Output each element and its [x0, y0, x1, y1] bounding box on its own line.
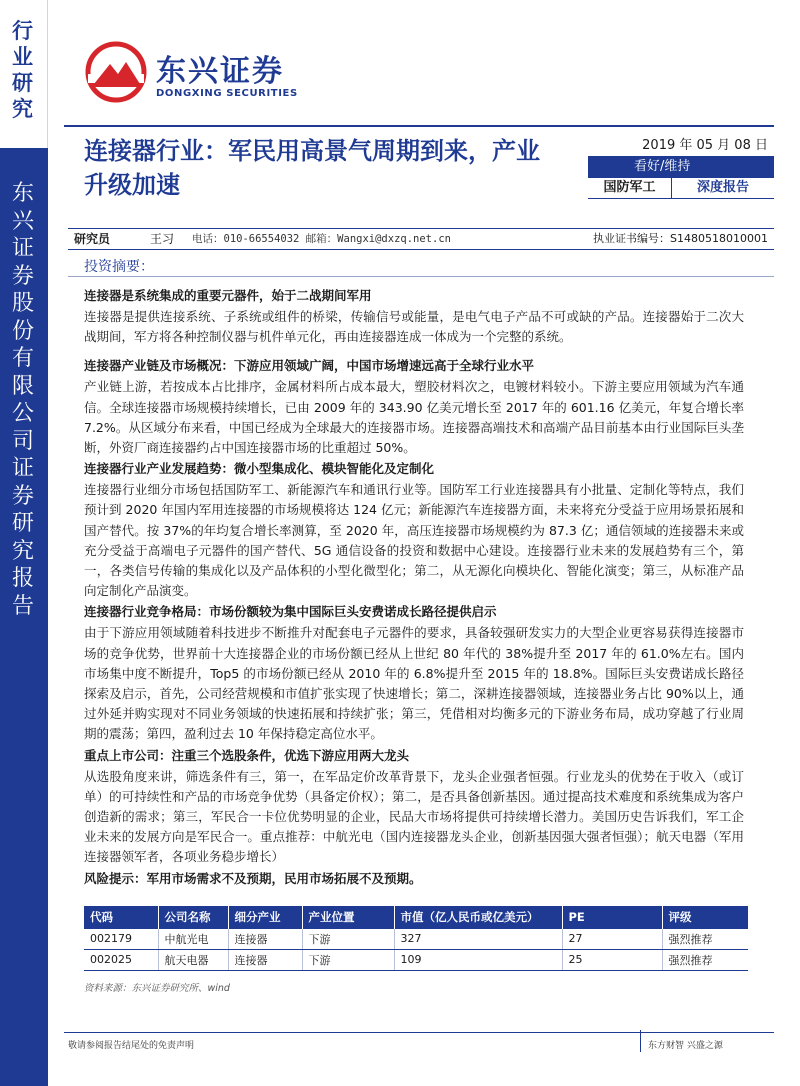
table-cell: 连接器	[228, 928, 302, 949]
company-logo	[84, 40, 298, 110]
rating-badge: 看好/维持	[588, 157, 774, 177]
sidebar-category-label: 行业研究	[12, 19, 33, 121]
summary-content	[84, 285, 744, 890]
sidebar-top	[0, 0, 48, 148]
summary-divider	[68, 276, 774, 277]
col-header: 评级	[662, 906, 748, 928]
sidebar-company-label: 东兴证券股份有限公司证券研究报告	[12, 181, 35, 619]
report-tags	[588, 177, 774, 199]
report-date: 2019 年 05 月 08 日	[588, 135, 774, 157]
section-body: 从选股角度来讲，筛选条件有三，第一，在军品定价改革背景下，龙头企业强者恒强。行业龙头的优势在于收入（或订单）的可持续性和产品的市场竞争优势（具备定价权）；第二，是否具备创新基因。通过提高技术难度和系统集成为客户创造新的需求；第三，军民合一卡位优势明显的企业，民品大市场将提供可持续增长潜力。美国历史告诉我们，军工企业未来的发展方向是军民合一。重点推荐：中航光电（国内连接器龙头企业，创新基因强大强者恒强）；航天电器（军用连接器领军者，各项业务稳步增长）	[84, 768, 744, 865]
table-cell: 002025	[84, 949, 158, 970]
section-heading: 连接器产业链及市场概况：下游应用领域广阔，中国市场增速远高于全球行业水平	[84, 358, 535, 374]
table-cell: 强烈推荐	[662, 949, 748, 970]
col-header: 细分产业	[228, 906, 302, 928]
footer-slogan: 东方财智 兴盛之源	[648, 1041, 723, 1051]
sector-tag: 国防军工	[588, 178, 672, 198]
analyst-bar	[68, 228, 774, 250]
table-cell: 中航光电	[158, 928, 228, 949]
analyst-cert: 执业证书编号：S1480518010001	[593, 232, 768, 245]
table-cell: 002179	[84, 928, 158, 949]
section-heading: 连接器行业竞争格局：市场份额较为集中国际巨头安费诺成长路径提供启示	[84, 604, 497, 620]
analyst-name: 王习	[150, 232, 175, 246]
table-cell: 下游	[302, 949, 394, 970]
table-cell: 327	[394, 928, 562, 949]
section-body: 产业链上游，若按成本占比排序，金属材料所占成本最大，塑胶材料次之，电镀材料较小。下游主要应用领域为汽车通信。全球连接器市场规模持续增长，已由 2009 年的 343.90 亿美元增长至 2017 年的 601.16 亿美元，年复合增长率 7.2%。从区域分布来看，中国已经成为全球最大的连接器市场。连接器高端技术和高端产品目前基本由行业国际巨头垄断，外资厂商连接器约占中国连接器市场的比重超过 50%。	[84, 379, 744, 456]
risk-warning: 风险提示：军用市场需求不及预期，民用市场拓展不及预期。	[84, 870, 422, 886]
section-body: 连接器是提供连接系统、子系统或组件的桥梁，传输信号或能量，是电气电子产品不可或缺的产品。连接器始于二次大战期间，军方将各种控制仪器与机件单元化，再由连接器连成一体成为一个完整的系统。	[84, 309, 744, 345]
table-cell: 强烈推荐	[662, 928, 748, 949]
table-cell: 航天电器	[158, 949, 228, 970]
footer-separator	[640, 1030, 641, 1052]
col-header: PE	[562, 906, 662, 928]
table-row	[84, 928, 748, 949]
section-body: 由于下游应用领域随着科技进步不断推升对配套电子元器件的要求，具备较强研发实力的大型企业更容易获得连接器市场的竞争优势，世界前十大连接器企业的市场份额已经从上世纪 80 年代的 38%提升至 2017 年的 61.0%左右。国内市场集中度不断提升，Top5 的市场份额已经从 2010 年的 6.8%提升至 2015 年的 18.8%。国际巨头安费诺成长路径探索及启示，首先，公司经营规模和市值扩张实现了快速增长；第二，深耕连接器领域，连接器业务占比 90%以上，通过外延并购实现对不同业务领域的快速拓展和持续扩张；第三，凭借相对均衡多元的下游业务布局，成功穿越了行业周期的震荡；第四，盈利过去 10 年保持稳定高位水平。	[84, 625, 744, 742]
summary-heading: 投资摘要：	[84, 259, 154, 275]
table-row	[84, 949, 748, 970]
analyst-contact: 电话：010-66554032 邮箱：Wangxi@dxzq.net.cn	[192, 233, 451, 245]
section-heading: 重点上市公司：注重三个选股条件，优选下游应用两大龙头	[84, 747, 410, 763]
table-header-row	[84, 906, 748, 928]
table-source-note: 资料来源：东兴证券研究所、wind	[84, 983, 230, 994]
recommended-stocks-table	[84, 906, 748, 971]
section-body: 连接器行业细分市场包括国防军工、新能源汽车和通讯行业等。国防军工行业连接器具有小批量、定制化等特点，我们预计到 2020 年国内军用连接器的市场规模将达 124 亿元；新能源汽车连接器方面，未来将充分受益于应用场景拓展和国产替代。按 37%的年均复合增长率测算，至 2020 年，高压连接器市场规模约为 87.3 亿；通信领域的连接器未来或充分受益于高端电子元器件的国产替代、5G 通信设备的投资和数据中心建设。连接器行业未来的发展趋势有三个，第一，各类信号传输的集成化以及产品体积的小型化微型化；第二，从无源化向模块化、智能化演变；第三，从标准产品向定制化产品演变。	[84, 482, 744, 599]
footer-divider	[64, 1032, 774, 1033]
col-header: 公司名称	[158, 906, 228, 928]
section-heading: 连接器行业产业发展趋势：微小型集成化、模块智能化及定制化	[84, 461, 435, 477]
logo-name-cn: 东兴证券	[156, 54, 284, 89]
table-cell: 25	[562, 949, 662, 970]
table-cell: 下游	[302, 928, 394, 949]
col-header: 产业位置	[302, 906, 394, 928]
table-cell: 连接器	[228, 949, 302, 970]
logo-name-en: DONGXING SECURITIES	[156, 88, 298, 99]
report-type-tag: 深度报告	[696, 180, 749, 195]
footer-disclaimer: 敬请参阅报告结尾处的免责声明	[68, 1041, 195, 1051]
sidebar-band	[0, 148, 48, 1086]
header-divider	[64, 125, 774, 127]
col-header: 市值（亿人民币或亿美元）	[394, 906, 562, 928]
analyst-role: 研究员	[74, 232, 111, 246]
table-cell: 27	[562, 928, 662, 949]
table-cell: 109	[394, 949, 562, 970]
section-heading: 连接器是系统集成的重要元器件，始于二战期间军用	[84, 288, 372, 303]
col-header: 代码	[84, 906, 158, 928]
report-title: 连接器行业：军民用高景气周期到来，产业升级加速	[84, 137, 540, 199]
company-logo-icon	[84, 40, 148, 104]
